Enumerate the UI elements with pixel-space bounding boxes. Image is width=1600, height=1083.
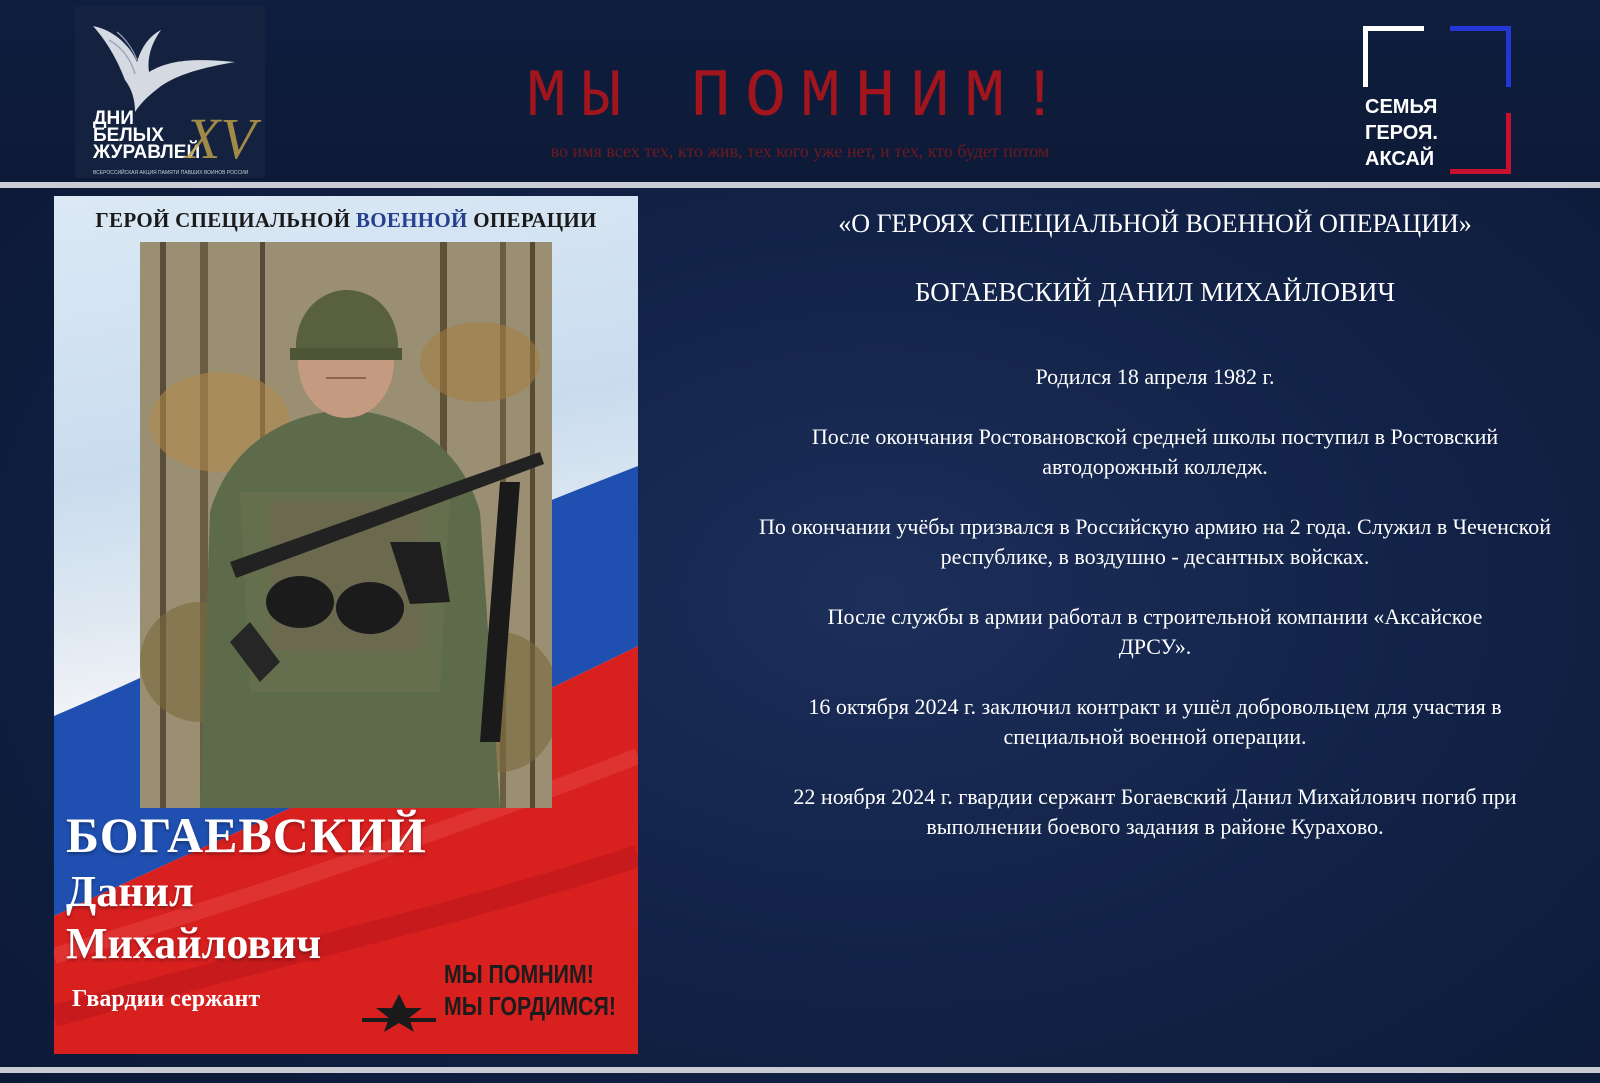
biography-paragraph: Родился 18 апреля 1982 г. — [1035, 364, 1275, 389]
page-subtitle: во имя всех тех, кто жив, тех кого уже нет, и тех, кто будет потом — [550, 141, 1050, 161]
footer-divider — [0, 1067, 1600, 1073]
crane-logo-text: ДНИ БЕЛЫХ ЖУРАВЛЕЙ — [93, 108, 201, 163]
hero-poster — [54, 196, 638, 1054]
poster-rank: Гвардии сержант — [72, 986, 261, 1012]
biography-paragraph: После службы в армии работал в строительной компании «Аксайское ДРСУ». — [827, 604, 1483, 659]
crane-logo-roman: XV — [185, 106, 256, 171]
eternal-flame-star-icon — [358, 964, 440, 1034]
biography-paragraph: После окончания Ростовановской средней школы поступил в Ростовский автодорожный колледж. — [811, 424, 1499, 479]
poster-surname: БОГАЕВСКИЙ — [66, 807, 427, 863]
hero-family-logo — [1363, 26, 1511, 174]
poster-first-name: Данил — [66, 867, 194, 916]
biography-full-name: БОГАЕВСКИЙ ДАНИЛ МИХАЙЛОВИЧ — [914, 277, 1396, 307]
crane-bird-icon — [89, 18, 239, 118]
logo-corner-blue — [1450, 26, 1511, 87]
biography-paragraph: По окончании учёбы призвался в Российскую армию на 2 года. Служил в Чеченской республике, в воздушно - десантных войсках. — [759, 514, 1551, 569]
hero-family-logo-text: СЕМЬЯ ГЕРОЯ. АКСАЙ — [1365, 96, 1438, 170]
header-divider — [0, 182, 1600, 188]
page-title: МЫ ПОМНИМ! — [525, 59, 1075, 136]
crane-logo-subline: ВСЕРОССИЙСКАЯ АКЦИЯ ПАМЯТИ ПАВШИХ ВОИНОВ РОССИИ — [93, 170, 249, 176]
biography-heading: «О ГЕРОЯХ СПЕЦИАЛЬНОЙ ВОЕННОЙ ОПЕРАЦИИ» — [838, 209, 1472, 238]
white-cranes-logo — [75, 6, 265, 178]
logo-corner-white — [1363, 26, 1424, 87]
remember-text: МЫ ПОМНИМ! МЫ ГОРДИМСЯ! — [444, 959, 616, 1021]
remember-badge — [358, 956, 628, 1036]
biography-paragraph: 16 октября 2024 г. заключил контракт и ушёл добровольцем для участия в специальной военной операции. — [808, 694, 1502, 749]
soldier-portrait-image — [140, 242, 552, 808]
poster-heading: ГЕРОЙ СПЕЦИАЛЬНОЙ ВОЕННОЙ ОПЕРАЦИИ — [95, 208, 597, 232]
hero-photo — [140, 242, 552, 808]
poster-patronymic: Михайлович — [66, 919, 322, 968]
biography-paragraph: 22 ноября 2024 г. гвардии сержант Богаевский Данил Михайлович погиб при выполнении боевого задания в районе Курахово. — [793, 784, 1517, 839]
logo-corner-red — [1450, 113, 1511, 174]
